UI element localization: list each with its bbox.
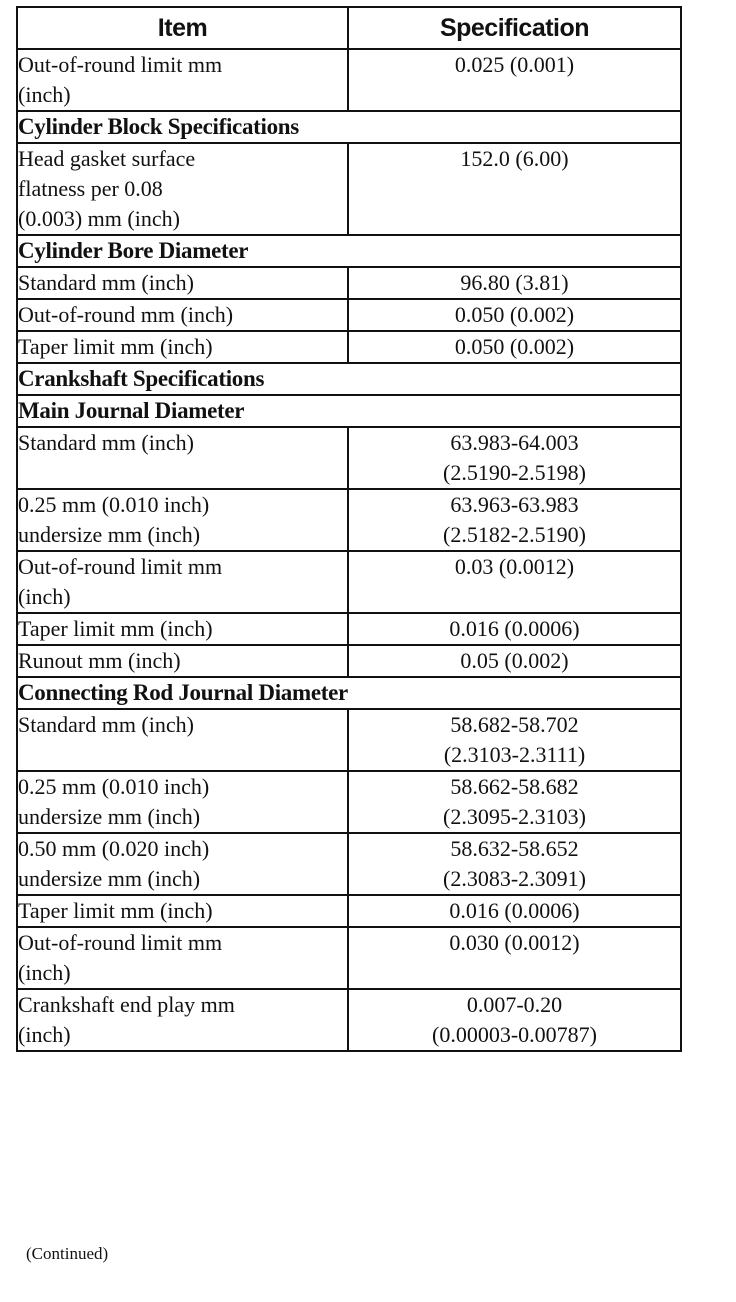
table-body — [17, 49, 681, 1051]
section-heading: Cylinder Bore Diameter — [17, 235, 681, 267]
table-row — [17, 331, 681, 363]
specification-value: 0.050 (0.002) — [454, 334, 575, 359]
table-row — [17, 613, 681, 645]
specification-value: 0.030 (0.0012) — [449, 930, 580, 955]
section-row — [17, 235, 681, 267]
item-cell — [17, 613, 348, 645]
section-row — [17, 677, 681, 709]
specification-cell — [348, 143, 681, 235]
item-text: Standard mm (inch) — [18, 430, 194, 455]
table-row — [17, 551, 681, 613]
specification-value: (0.00003-0.00787) — [432, 1022, 597, 1047]
item-text: (inch) — [18, 584, 71, 609]
item-text: Taper limit mm (inch) — [18, 334, 213, 359]
specification-cell — [348, 709, 681, 771]
header-item: Item — [17, 7, 348, 49]
specification-cell — [348, 49, 681, 111]
continued-note: (Continued) — [26, 1244, 109, 1263]
section-heading: Main Journal Diameter — [17, 395, 681, 427]
specification-cell — [348, 267, 681, 299]
item-text: Head gasket surface — [18, 146, 196, 171]
item-text: Out-of-round limit mm — [18, 930, 223, 955]
specification-value: 0.050 (0.002) — [454, 302, 575, 327]
item-text: (inch) — [18, 82, 71, 107]
specification-value: (2.3103-2.3111) — [443, 742, 586, 767]
item-cell — [17, 489, 348, 551]
item-cell — [17, 833, 348, 895]
specification-cell — [348, 427, 681, 489]
table-row — [17, 833, 681, 895]
specification-value: 152.0 (6.00) — [460, 146, 569, 171]
specification-table — [16, 6, 682, 1052]
section-row — [17, 111, 681, 143]
specification-cell — [348, 551, 681, 613]
specification-value: (2.5182-2.5190) — [443, 522, 586, 547]
specification-value: (2.3095-2.3103) — [443, 804, 586, 829]
specification-value: 0.03 (0.0012) — [454, 554, 575, 579]
item-text: Out-of-round limit mm — [18, 52, 223, 77]
specification-value: 0.016 (0.0006) — [449, 898, 580, 923]
item-cell — [17, 709, 348, 771]
specification-value: 58.662-58.682 — [450, 774, 579, 799]
item-text: undersize mm (inch) — [18, 804, 201, 829]
item-cell — [17, 989, 348, 1051]
specification-value: 0.025 (0.001) — [454, 52, 575, 77]
section-heading: Crankshaft Specifications — [17, 363, 681, 395]
specification-value: (2.3083-2.3091) — [443, 866, 586, 891]
item-text: Runout mm (inch) — [18, 648, 181, 673]
item-cell — [17, 771, 348, 833]
item-text: Out-of-round mm (inch) — [18, 302, 234, 327]
specification-cell — [348, 645, 681, 677]
table-row — [17, 771, 681, 833]
item-text: (inch) — [18, 960, 71, 985]
item-cell — [17, 143, 348, 235]
item-text: flatness per 0.08 — [18, 176, 163, 201]
item-text: 0.25 mm (0.010 inch) — [18, 774, 210, 799]
specification-value: 0.05 (0.002) — [460, 648, 569, 673]
table-row — [17, 709, 681, 771]
item-text: undersize mm (inch) — [18, 866, 201, 891]
specification-value: 63.983-64.003 — [450, 430, 579, 455]
item-cell — [17, 551, 348, 613]
item-text: (0.003) mm (inch) — [18, 206, 180, 231]
specification-cell — [348, 771, 681, 833]
item-cell — [17, 927, 348, 989]
item-text: undersize mm (inch) — [18, 522, 201, 547]
table-row — [17, 989, 681, 1051]
section-row — [17, 395, 681, 427]
specification-value: (2.5190-2.5198) — [443, 460, 586, 485]
item-text: 0.25 mm (0.010 inch) — [18, 492, 210, 517]
specification-cell — [348, 833, 681, 895]
item-text: Standard mm (inch) — [18, 270, 194, 295]
specification-value: 96.80 (3.81) — [460, 270, 569, 295]
table-row — [17, 299, 681, 331]
table-row — [17, 267, 681, 299]
item-text: (inch) — [18, 1022, 71, 1047]
table-row — [17, 49, 681, 111]
specification-cell — [348, 989, 681, 1051]
item-cell — [17, 49, 348, 111]
header-specification: Specification — [348, 7, 681, 49]
table-row — [17, 489, 681, 551]
specification-cell — [348, 927, 681, 989]
specification-value: 58.632-58.652 — [450, 836, 579, 861]
item-text: Crankshaft end play mm — [18, 992, 235, 1017]
item-cell — [17, 645, 348, 677]
table-row — [17, 427, 681, 489]
item-text: Taper limit mm (inch) — [18, 898, 213, 923]
item-cell — [17, 299, 348, 331]
table-row — [17, 143, 681, 235]
item-cell — [17, 895, 348, 927]
specification-value: 0.016 (0.0006) — [449, 616, 580, 641]
specification-cell — [348, 489, 681, 551]
specification-value: 58.682-58.702 — [450, 712, 579, 737]
specification-cell — [348, 299, 681, 331]
table-row — [17, 927, 681, 989]
item-cell — [17, 267, 348, 299]
section-row — [17, 363, 681, 395]
item-text: Taper limit mm (inch) — [18, 616, 213, 641]
section-heading: Cylinder Block Specifications — [17, 111, 681, 143]
item-text: Out-of-round limit mm — [18, 554, 223, 579]
item-text: 0.50 mm (0.020 inch) — [18, 836, 210, 861]
specification-cell — [348, 613, 681, 645]
table-row — [17, 645, 681, 677]
specification-value: 63.963-63.983 — [450, 492, 579, 517]
specification-cell — [348, 895, 681, 927]
item-text: Standard mm (inch) — [18, 712, 194, 737]
specification-cell — [348, 331, 681, 363]
section-heading: Connecting Rod Journal Diameter — [17, 677, 681, 709]
table-row — [17, 895, 681, 927]
header-row — [17, 7, 681, 49]
item-cell — [17, 331, 348, 363]
specification-value: 0.007-0.20 — [466, 992, 563, 1017]
item-cell — [17, 427, 348, 489]
